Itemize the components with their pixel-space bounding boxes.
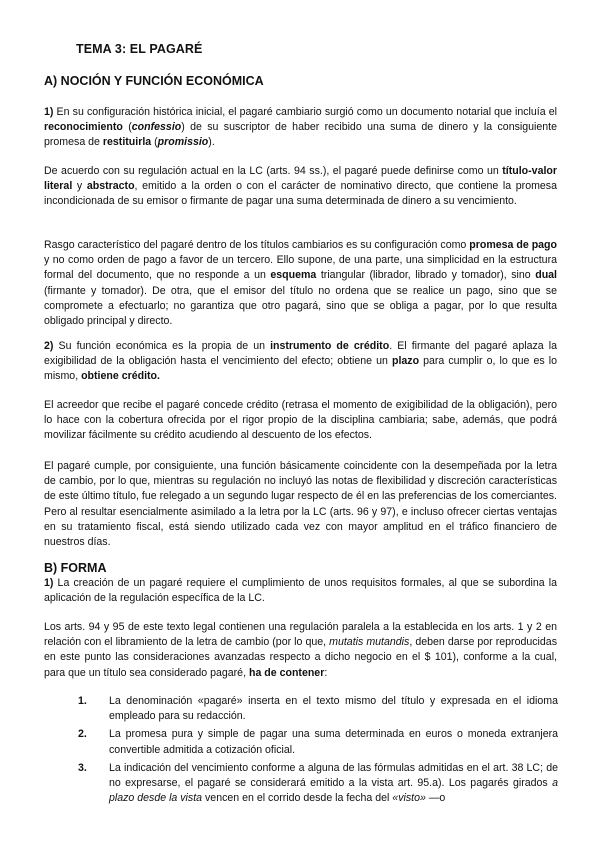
list-text: La indicación del vencimiento conforme a alguna de las fórmulas admitidas en el art. 38 LC; de no expresarse, el pagaré se considerará emitido a la vista art. 95.a). Los pagarés girados a plazo desde la vista vencen en el corrido desde la fecha del «visto» —o	[109, 761, 558, 805]
paragraph-1: 1) En su configuración histórica inicial, el pagaré cambiario surgió como un documento notarial que incluía el reconocimiento (confessio) de su suscriptor de haber recibido una suma de dinero y la consiguiente promesa de restituirla (promissio).	[44, 106, 557, 149]
list-number: 1.	[78, 695, 87, 707]
paragraph-4: 2) Su función económica es la propia de un instrumento de crédito. El firmante del pagaré aplaza la exigibilidad de la obligación hasta el vencimiento del efecto; obtiene un plazo para cumplir o, lo que es lo mismo, obtiene crédito.	[44, 340, 557, 383]
paragraph-2: De acuerdo con su regulación actual en la LC (arts. 94 ss.), el pagaré puede definirse como un título-valor literal y abstracto, emitido a la orden o con el carácter de nominativo directo, que contiene la promesa incondicionada de su emisor o firmante de pagar una suma determinada de dinero a su vencimiento.	[44, 165, 557, 208]
list-item	[78, 761, 558, 807]
list-text: La promesa pura y simple de pagar una suma determinada en euros o moneda extranjera convertible admitida a cotización oficial.	[109, 728, 558, 756]
list-number: 2.	[78, 728, 87, 741]
section-heading-b: B) FORMA	[44, 561, 107, 575]
list-number: 3.	[78, 761, 87, 774]
paragraph-3: Rasgo característico del pagaré dentro de los títulos cambiarios es su configuración como promesa de pago y no como orden de pago a favor de un tercero. Ello supone, de una parte, una simplicidad en la estructura formal del documento, que no responde a un esquema triangular (librador, librado y tomador), sino dual (firmante y tomador). De otra, que el emisor del título no ordena que se realice un pago, sino que se compromete a efectuarlo; no garantiza que otro pagará, sino que se obliga a pagar, por lo que resulta obligado principal y directo.	[44, 239, 557, 328]
list-item	[78, 727, 558, 757]
page-title: TEMA 3: EL PAGARÉ	[76, 42, 203, 56]
paragraph-7: 1) La creación de un pagaré requiere el cumplimiento de unos requisitos formales, al que se subordina la aplicación de la regulación específica de la LC.	[44, 577, 557, 605]
paragraph-6: El pagaré cumple, por consiguiente, una función básicamente coincidente con la desempeñada por la letra de cambio, por lo que, mientras su regulación no incluyó las notas de flexibilidad y discreción características de este último título, fue relegado a un segundo lugar respecto de él en las preferencias de los comerciantes. Pero al resultar esencialmente asimilado a la letra por la LC (arts. 96 y 97), e incluso ofrecer ciertas ventajas en su tratamiento fiscal, está siendo utilizado cada vez con mayor amplitud en el tráfico financiero de nuestros días.	[44, 460, 557, 549]
section-heading-a: A) NOCIÓN Y FUNCIÓN ECONÓMICA	[44, 74, 264, 88]
requirements-list	[78, 694, 558, 809]
list-text: La denominación «pagaré» inserta en el texto mismo del título y expresada en el idioma empleado para su redacción.	[109, 695, 558, 723]
list-item	[78, 694, 558, 724]
paragraph-8: Los arts. 94 y 95 de este texto legal contienen una regulación paralela a la establecida en los arts. 1 y 2 en relación con el libramiento de la letra de cambio (por lo que, mutatis mutandis, deben darse por reproducidas en este punto las consideraciones avanzadas respecto a dicho negocio en el $ 101), conforme a la cual, para que un título sea considerado pagaré, ha de contener:	[44, 621, 557, 679]
paragraph-5: El acreedor que recibe el pagaré concede crédito (retrasa el momento de exigibilidad de la obligación), pero lo hace con la cobertura ofrecida por el rigor propio de la disciplina cambiaria; sabe, además, que podrá movilizar fácilmente su crédito acudiendo al descuento de los efectos.	[44, 399, 557, 442]
